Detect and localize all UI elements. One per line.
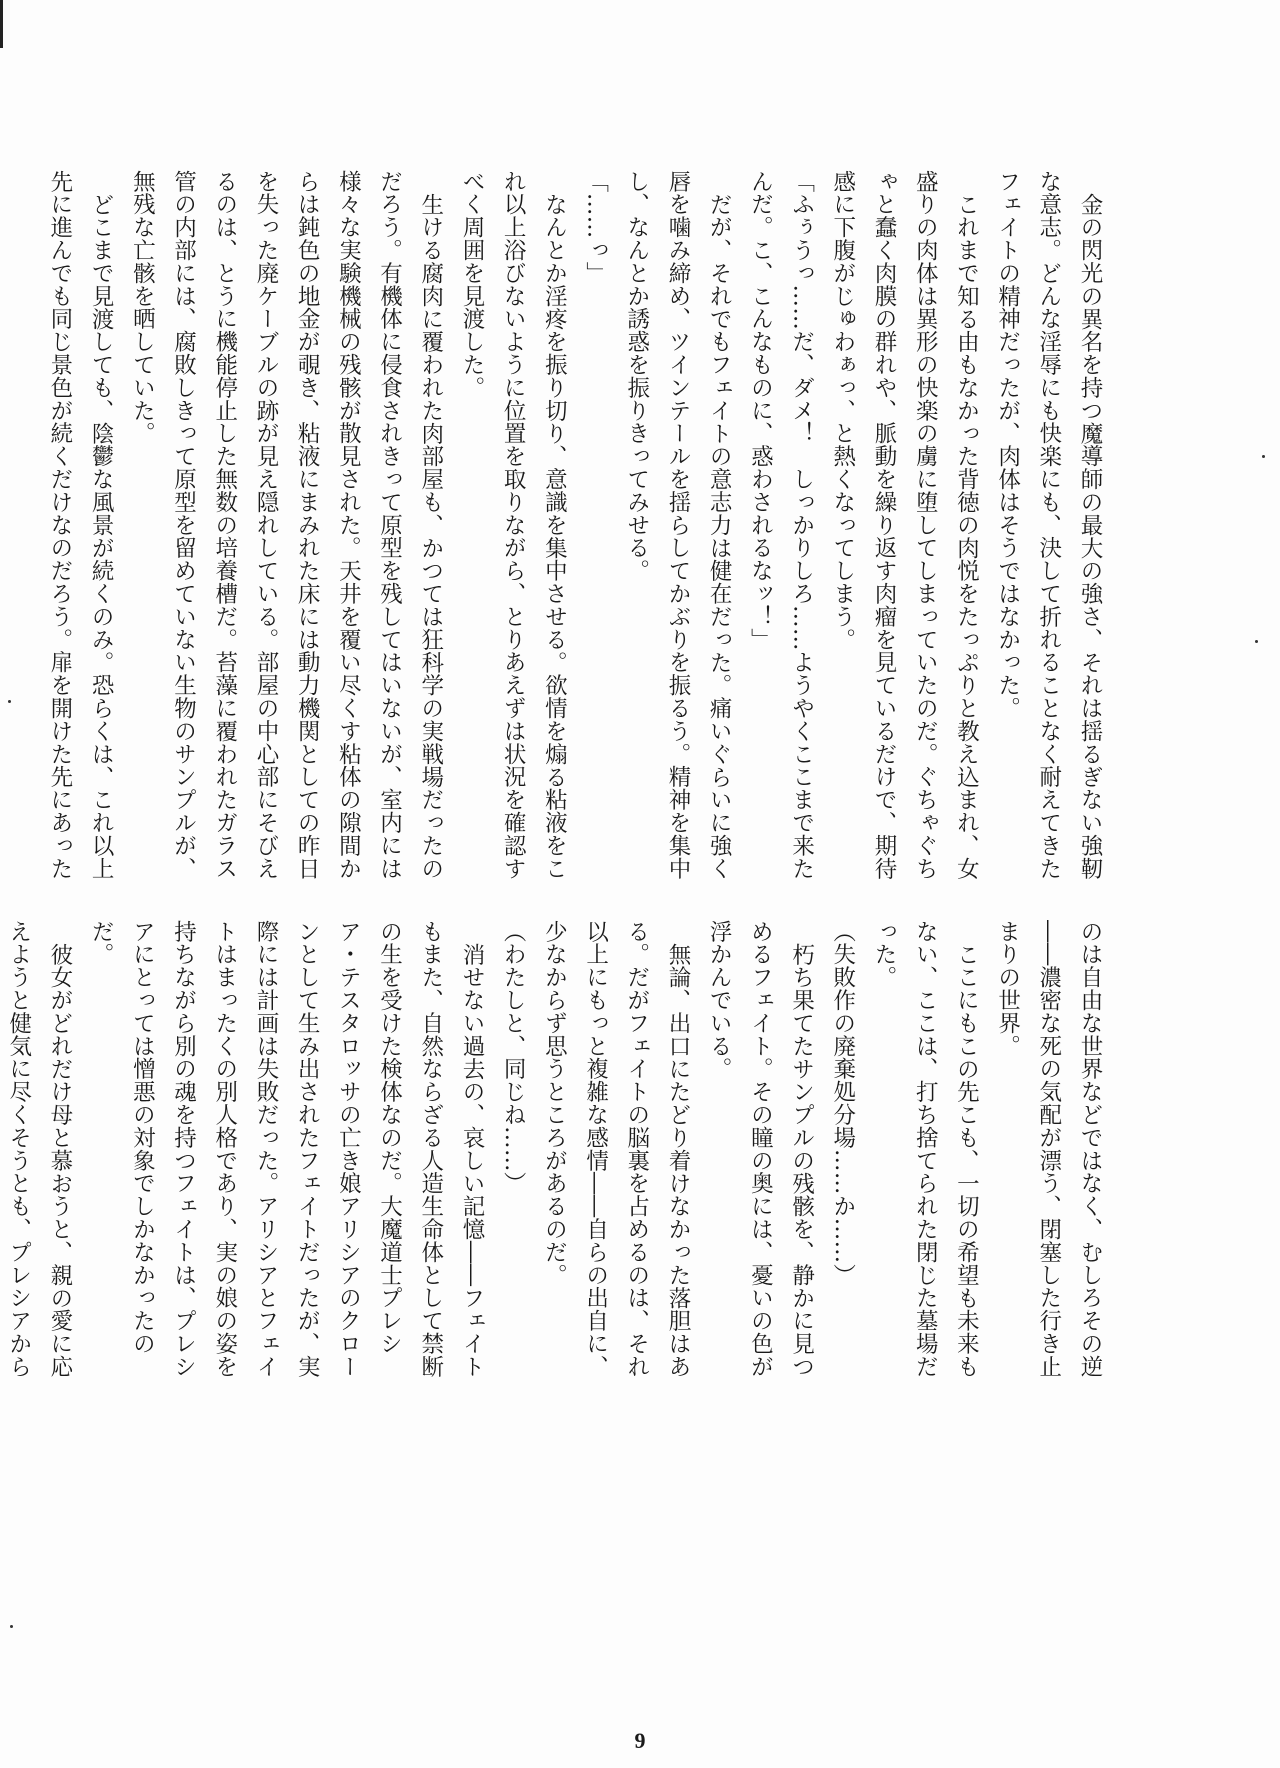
lower-tier-paragraph: ここにもこの先こも、一切の希望も未来もない、ここは、打ち捨てられた閉じた墓場だった。 (870, 920, 980, 1378)
upper-tier-paragraph: 「……っ」 (582, 170, 609, 285)
lower-tier-paragraph: のは自由な世界などではなく、むしろその逆――濃密な死の気配が漂う、閉塞した行き止まりの世界。 (994, 920, 1103, 1378)
lower-text-tier (5, 920, 1110, 1380)
lower-tier-paragraph: 彼女がどれだけ母と慕おうと、親の愛に応えようと健気に尽くそうとも、プレシアから (5, 920, 73, 1378)
lower-tier-paragraph: 無論、出口にたどり着けなかった落胆はある。だがフェイトの脳裏を占めるのは、それ以上にもっと複雑な感情――自らの出自に、少なからず思うところがあるのだ。 (541, 920, 691, 1378)
lower-tier-paragraph: 朽ち果てたサンプルの残骸を、静かに見つめるフェイト。その瞳の奥には、憂いの色が浮かんでいる。 (706, 920, 815, 1378)
scan-speck (1262, 455, 1265, 458)
scan-edge-mark (0, 0, 3, 48)
upper-text-tier (46, 170, 1110, 900)
upper-tier-paragraph: 生ける腐肉に覆われた肉部屋も、かつては狂科学の実戦場だったのだろう。有機体に侵食されきって原型を残してはいないが、室内には様々な実験機械の残骸が散見された。天井を覆い尽くす粘体の隙間からは鈍色の地金が覗き、粘液にまみれた床には動力機関としての昨日を失った廃ケーブルの跡が見え隠れしている。部屋の中心部にそびえるのは、とうに機能停止した無数の培養槽だ。苔藻に覆われたガラス管の内部には、腐敗しきって原型を留めていない生物のサンプルが、無残な亡骸を晒していた。 (129, 170, 444, 880)
upper-tier-paragraph: なんとか淫疼を振り切り、意識を集中させる。欲情を煽る粘液をこれ以上浴びないように位置を取りながら、とりあえずは状況を確認すべく周囲を見渡した。 (458, 170, 568, 880)
lower-tier-paragraph: （失敗作の廃棄処分場……か……） (829, 920, 856, 1287)
scan-speck (1255, 640, 1258, 643)
upper-tier-paragraph: 「ふぅうっ……だ、ダメ！ しっかりしろ……ようやくここまで来たんだ。こ、こんなものに、惑わされるなッ！」 (747, 170, 815, 880)
lower-tier-paragraph: 消せない過去の、哀しい記憶――フェイトもまた、自然ならざる人造生命体として禁断の生を受けた検体なのだ。大魔道士プレシア・テスタロッサの亡き娘アリシアのクローンとして生み出されたフェイトだったが、実際には計画は失敗だった。アリシアとフェイトはまったくの別人格であり、実の娘の姿を持ちながら別の魂を持つフェイトは、プレシアにとっては憎悪の対象でしかなかったのだ。 (88, 920, 485, 1378)
upper-tier-paragraph: どこまで見渡しても、陰鬱な風景が続くのみ。恐らくは、これ以上先に進んでも同じ景色が続くだけなのだろう。扉を開けた先にあった (46, 170, 115, 880)
upper-tier-paragraph: だが、それでもフェイトの意志力は健在だった。痛いぐらいに強く唇を噛み締め、ツインテールを揺らしてかぶりを振るう。精神を集中し、なんとか誘惑を振りきってみせる。 (623, 170, 733, 880)
upper-tier-paragraph: これまで知る由もなかった背徳の肉悦をたっぷりと教え込まれ、女盛りの肉体は異形の快楽の虜に堕してしまっていたのだ。ぐちゃぐちゃと蠢く肉膜の群れや、脈動を繰り返す肉瘤を見ているだけで、期待感に下腹がじゅわぁっ、と熱くなってしまう。 (829, 170, 980, 880)
scan-speck (8, 700, 11, 703)
scan-speck (10, 1625, 13, 1628)
upper-tier-paragraph: 金の閃光の異名を持つ魔導師の最大の強さ、それは揺るぎない強靭な意志。どんな淫辱にも快楽にも、決して折れることなく耐えてきたフェイトの精神だったが、肉体はそうではなかった。 (994, 170, 1103, 880)
page-number: 9 (634, 1728, 646, 1753)
lower-tier-paragraph: （わたしと、同じね……） (500, 920, 527, 1195)
